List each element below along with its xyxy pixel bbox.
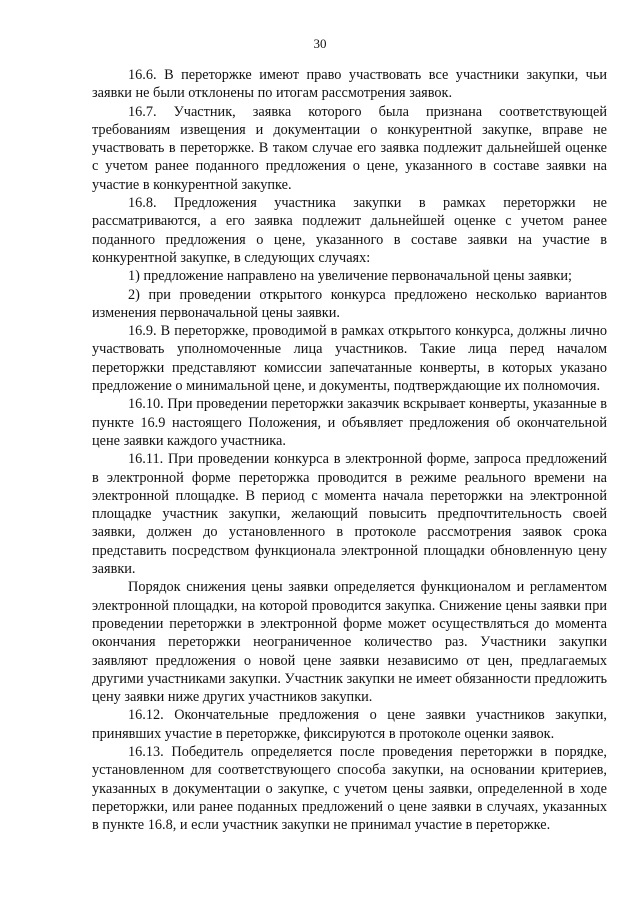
page-number: 30 <box>313 36 327 51</box>
document-body <box>92 66 607 834</box>
paragraph-16-10: 16.10. При проведении переторжки заказчик вскрывает конверты, указанные в пункте 16.9 настоящего Положения, и объявляет предложения об окончательной цене заявки каждого участника. <box>92 396 607 449</box>
paragraph-16-6: 16.6. В переторжке имеют право участвовать все участники закупки, чьи заявки не были отклонены по итогам рассмотрения заявок. <box>92 67 607 102</box>
list-item-1: 1) предложение направлено на увеличение первоначальной цены заявки; <box>128 268 572 285</box>
paragraph-16-12: 16.12. Окончательные предложения о цене заявки участников закупки, принявших участие в переторжке, фиксируются в протоколе оценки заявок. <box>92 707 607 742</box>
paragraph-16-9: 16.9. В переторжке, проводимой в рамках открытого конкурса, должны лично участвовать уполномоченные лица участников. Такие лица перед началом переторжки представляют комиссии запечатанные конверты, в которых указано предложение о минимальной цене, и документы, подтверждающие их полномочия. <box>92 323 607 395</box>
paragraph-16-13: 16.13. Победитель определяется после проведения переторжки в порядке, установленном для соответствующего способа закупки, на основании критериев, указанных в документации о закупке, с учетом цены заявки, определенной в ходе переторжки, или ранее поданных предложений о цене заявки в случаях, указанных в пункте 16.8, и если участник закупки не принимал участие в переторжке. <box>92 743 607 834</box>
paragraph-price-reduction: Порядок снижения цены заявки определяется функционалом и регламентом электронной площадки, на которой проводится закупка. Снижение цены заявки при проведении переторжки в электронной форме может осуществляться до момента окончания переторжки неограниченное количество раз. Участники закупки заявляют предложения о новой цене заявки независимо от цен, предлагаемых другими участниками закупки. Участник закупки не имеет обязанности предложить цену заявки ниже других участников закупки. <box>92 579 607 706</box>
paragraph-16-7: 16.7. Участник, заявка которого была признана соответствующей требованиям извещения и документации о конкурентной закупке, вправе не участвовать в переторжке. В таком случае его заявка подлежит дальнейшей оценке с учетом ранее поданного предложения о цене, указанного в составе заявки на участие в конкурентной закупке. <box>92 103 607 193</box>
list-item-2: 2) при проведении открытого конкурса предложено несколько вариантов изменения первоначальной цены заявки. <box>92 286 607 321</box>
paragraph-16-8: 16.8. Предложения участника закупки в рамках переторжки не рассматриваются, а его заявка подлежит дальнейшей оценке с учетом ранее поданного предложения о цене, указанного в составе заявки на участие в конкурентной закупке, в следующих случаях: <box>92 195 607 266</box>
paragraph-16-11: 16.11. При проведении конкурса в электронной форме, запроса предложений в электронной форме переторжка проводится в режиме реального времени на электронной площадке. В период с момента начала переторжки на электронной площадке участник закупки, желающий повысить предпочтительность своей заявки, должен до установленного в протоколе рассмотрения заявок срока представить посредством функционала электронной площадки обновленную цену заявки. <box>92 451 607 578</box>
